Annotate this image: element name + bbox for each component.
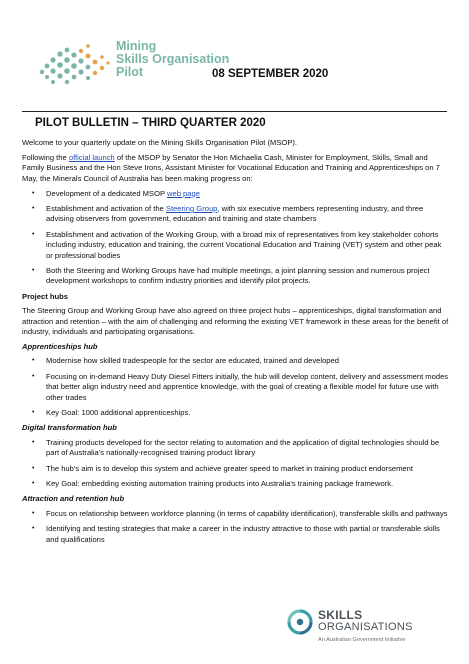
skills-organisations-logo — [286, 606, 446, 650]
bullet-icon: • — [32, 230, 35, 238]
project-hubs-heading: Project hubs — [22, 291, 68, 301]
following-text: Following the — [22, 152, 69, 162]
bullet-icon: • — [32, 409, 35, 417]
list-item — [22, 230, 450, 261]
list-item — [22, 438, 450, 459]
list-item — [22, 204, 450, 225]
footer-initiative-text: An Australian Government Initiative — [318, 637, 406, 643]
list-item — [22, 356, 450, 366]
logo-line: Skills Organisation — [116, 52, 230, 66]
list-item-text: Both the Steering and Working Groups have had multiple meetings, a joint planning session and numerous project development workshops to confirm industry priorities and identify pilot projects. — [46, 266, 430, 286]
title-divider — [22, 111, 447, 112]
intro-paragraph: Welcome to your quarterly update on the Mining Skills Organisation Pilot (MSOP). — [22, 138, 298, 147]
bullet-icon: • — [32, 267, 35, 275]
list-item-text: Development of a dedicated MSOP — [46, 188, 168, 198]
progress-list — [22, 189, 450, 287]
list-item — [22, 189, 450, 199]
list-item-text: Establishment and activation of the Working Group, with a broad mix of representatives from key stakeholder cohorts including industry, education and training, the current Vocational Education and Training (VET) system and other peak or professional bodies — [46, 229, 442, 260]
project-hubs-paragraph: The Steering Group and Working Group have also agreed on three project hubs – apprenticeships, digital transformation and attraction and retention – with the aim of challenging and reforming the existing VET framework in these areas for the benefit of industry, individuals and participating organisations. — [22, 306, 449, 337]
footer-skills-text: SKILLS — [318, 608, 363, 622]
following-paragraph — [22, 153, 450, 184]
list-item-text: Key Goal: 1000 additional apprenticeships. — [46, 408, 191, 418]
logo-line: Pilot — [116, 65, 144, 79]
bullet-icon: • — [32, 205, 35, 213]
list-item — [22, 464, 450, 474]
official-launch-link[interactable]: official launch — [68, 152, 115, 162]
list-item-text: Focus on relationship between workforce planning (in terms of capability identification), transferable skills and pathways — [46, 508, 448, 518]
list-item-text: Key Goal: embedding existing automation training products into Australia's training package framework. — [46, 479, 394, 489]
list-item — [22, 509, 450, 519]
apprenticeships-hub-heading: Apprenticeships hub — [22, 342, 98, 351]
list-item — [22, 479, 450, 489]
list-item — [22, 524, 450, 545]
list-item-text: Modernise how skilled tradespeople for the sector are educated, trained and developed — [46, 356, 339, 366]
bullet-icon: • — [32, 357, 35, 365]
attraction-retention-hub-list — [22, 509, 450, 545]
list-item-text: Establishment and activation of the — [46, 204, 166, 214]
bullet-icon: • — [32, 438, 35, 446]
web-page-link[interactable]: web page — [167, 188, 200, 198]
following-text: of the MSOP by Senator the Hon Michaelia Cash, Minister for Employment, Skills, Small and Family Business and the Hon Steve Irons, Assistant Minister for Vocational Education and Training and Apprenticeships on 7 May, the Minerals Council of Australia has been making progress on: — [22, 152, 440, 183]
bulletin-title: PILOT BULLETIN – THIRD QUARTER 2020 — [35, 117, 266, 129]
digital-transformation-hub-heading: Digital transformation hub — [22, 423, 117, 433]
bullet-icon: • — [32, 525, 35, 533]
bullet-icon: • — [32, 189, 35, 197]
skills-organisations-icon — [286, 608, 314, 636]
header — [36, 40, 436, 92]
bullet-icon: • — [32, 480, 35, 488]
bullet-icon: • — [32, 372, 35, 380]
logo-line: Mining — [116, 39, 157, 53]
list-item-text: Training products developed for the sector relating to automation and the application of digital technologies should be part of Australia's nationally-recognised training product library — [46, 437, 440, 458]
list-item-text: Focusing on in-demand Heavy Duty Diesel Fitters initially, the hub will develop content, delivery and assessment modes that better align industry need and apprentice knowledge, with the goal of creating a flexible model for future use with other trades — [46, 371, 449, 402]
mining-logo-icon — [36, 42, 114, 88]
bulletin-date: 08 SEPTEMBER 2020 — [212, 68, 329, 80]
attraction-retention-hub-heading: Attraction and retention hub — [22, 494, 125, 504]
list-item — [22, 372, 450, 403]
list-item — [22, 408, 450, 418]
steering-group-link[interactable]: Steering Group — [165, 204, 218, 214]
digital-transformation-hub-list — [22, 438, 450, 490]
list-item-text: The hub's aim is to develop this system and achieve greater speed to market in training product endorsement — [46, 463, 413, 473]
footer-organisations-text: ORGANISATIONS — [318, 621, 413, 633]
list-item — [22, 266, 450, 287]
list-item-text: Identifying and testing strategies that make a career in the industry attractive to those with partial or transferable skills and qualifications — [46, 524, 440, 544]
list-item-text: , with six executive members representing industry, and three advising observers from government, education and training and state chambers — [46, 204, 424, 224]
bulletin-body — [22, 138, 450, 550]
apprenticeships-hub-list — [22, 356, 450, 418]
bullet-icon: • — [32, 509, 35, 517]
bullet-icon: • — [32, 464, 35, 472]
